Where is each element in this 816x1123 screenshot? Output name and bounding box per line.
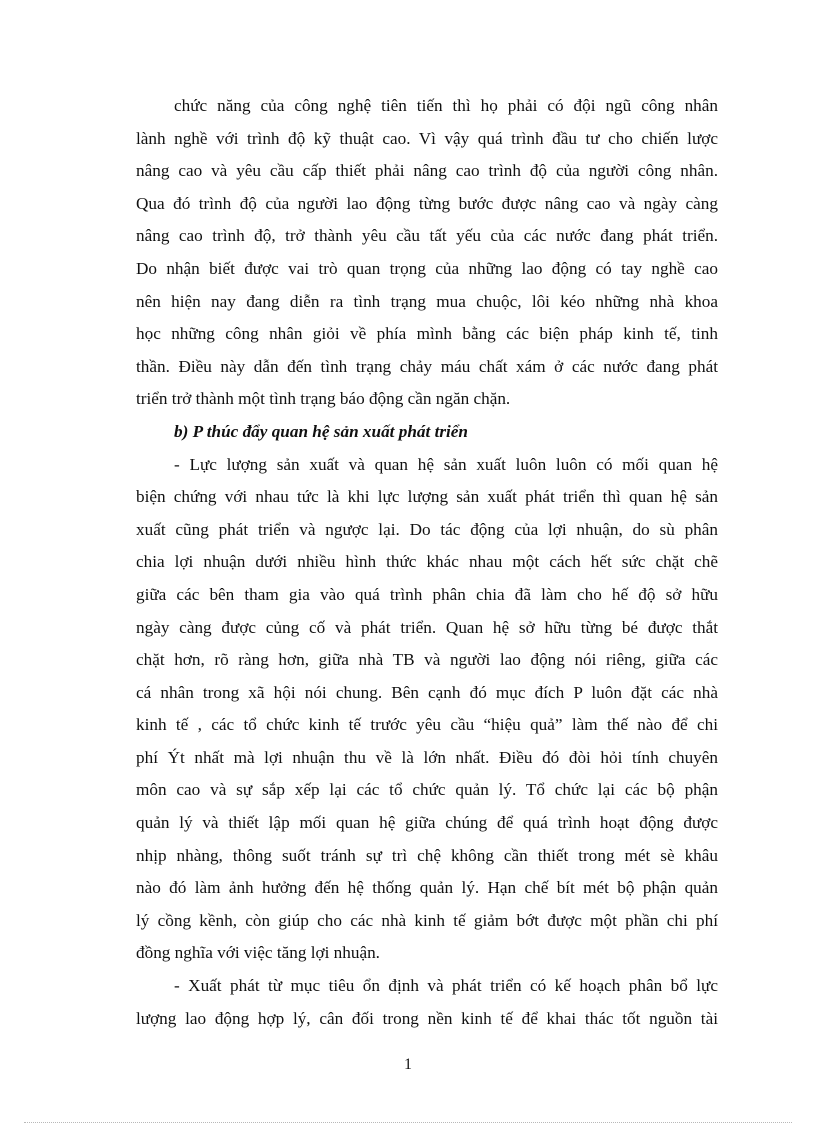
paragraph-line: đồng nghĩa với việc tăng lợi nhuận. bbox=[136, 943, 380, 963]
paragraph-line: biện chứng với nhau tức là khi lực lượng sản xuất phát triển thì quan hệ sản bbox=[136, 487, 718, 507]
paragraph-line: phí Ýt nhất mà lợi nhuận thu về là lớn nhất. Điều đó đòi hỏi tính chuyên bbox=[136, 747, 718, 767]
paragraph-line: nâng cao và yêu cầu cấp thiết phải nâng cao trình độ của người công nhân. bbox=[136, 161, 718, 181]
paragraph-line: Qua đó trình độ của người lao động từng bước được nâng cao và ngày càng bbox=[136, 193, 718, 213]
paragraph-line: lý cồng kềnh, còn giúp cho các nhà kinh tế giảm bớt được một phần chi phí bbox=[136, 910, 718, 930]
paragraph-line: thần. Điều này dẫn đến tình trạng chảy máu chất xám ở các nước đang phát bbox=[136, 356, 718, 376]
paragraph-line: cá nhân trong xã hội nói chung. Bên cạnh đó mục đích P luôn đặt các nhà bbox=[136, 682, 718, 702]
paragraph-line: chặt hơn, rõ ràng hơn, giữa nhà TB và người lao động nói riêng, giữa các bbox=[136, 650, 718, 670]
paragraph-line: nên hiện nay đang diễn ra tình trạng mua chuộc, lôi kéo những nhà khoa bbox=[136, 291, 718, 311]
paragraph-line: môn cao và sự sắp xếp lại các tổ chức quản lý. Tổ chức lại các bộ phận bbox=[136, 780, 718, 800]
paragraph-line: nào đó làm ảnh hưởng đến hệ thống quản lý. Hạn chế bít mét bộ phận quản bbox=[136, 878, 718, 898]
paragraph-line: - Xuất phát từ mục tiêu ổn định và phát triển có kế hoạch phân bổ lực bbox=[174, 976, 718, 996]
paragraph-line: - Lực lượng sản xuất và quan hệ sản xuất luôn luôn có mối quan hệ bbox=[174, 454, 718, 474]
paragraph-line: ngày càng được củng cố và phát triển. Quan hệ sở hữu từng bé được thắt bbox=[136, 617, 718, 637]
section-heading: b) P thúc đẩy quan hệ sản xuất phát triển bbox=[174, 421, 468, 441]
paragraph-line: quản lý và thiết lập mối quan hệ giữa chúng để quá trình hoạt động được bbox=[136, 813, 718, 833]
body-text bbox=[136, 90, 718, 1035]
page-number: 1 bbox=[404, 1056, 412, 1073]
paragraph-line: lành nghề với trình độ kỹ thuật cao. Vì vậy quá trình đầu tư cho chiến lược bbox=[136, 128, 718, 148]
paragraph-line: chức năng của công nghệ tiên tiến thì họ phải có đội ngũ công nhân bbox=[174, 96, 718, 115]
paragraph-line: lượng lao động hợp lý, cân đối trong nền kinh tế để khai thác tốt nguồn tài bbox=[136, 1008, 718, 1028]
paragraph-line: giữa các bên tham gia vào quá trình phân chia đã làm cho hế độ sở hữu bbox=[136, 584, 718, 604]
paragraph-line: chia lợi nhuận dưới nhiều hình thức khác nhau một cách hết sức chặt chẽ bbox=[136, 552, 718, 572]
paragraph-line: Do nhận biết được vai trò quan trọng của những lao động có tay nghề cao bbox=[136, 258, 718, 278]
paragraph-line: nhịp nhàng, thông suốt tránh sự trì chệ không cần thiết trong mét sè khâu bbox=[136, 845, 718, 865]
paragraph-line: xuất cũng phát triển và ngược lại. Do tác động của lợi nhuận, do sù phân bbox=[136, 519, 718, 539]
paragraph-line: triển trở thành một tình trạng báo động cần ngăn chặn. bbox=[136, 389, 511, 409]
paragraph-line: kinh tế , các tổ chức kinh tế trước yêu cầu “hiệu quả” làm thế nào để chi bbox=[136, 715, 718, 735]
paragraph-line: học những công nhân giỏi về phía mình bằng các biện pháp kinh tế, tinh bbox=[136, 324, 718, 344]
paragraph-line: nâng cao trình độ, trở thành yêu cầu tất yếu của các nước đang phát triển. bbox=[136, 226, 718, 246]
